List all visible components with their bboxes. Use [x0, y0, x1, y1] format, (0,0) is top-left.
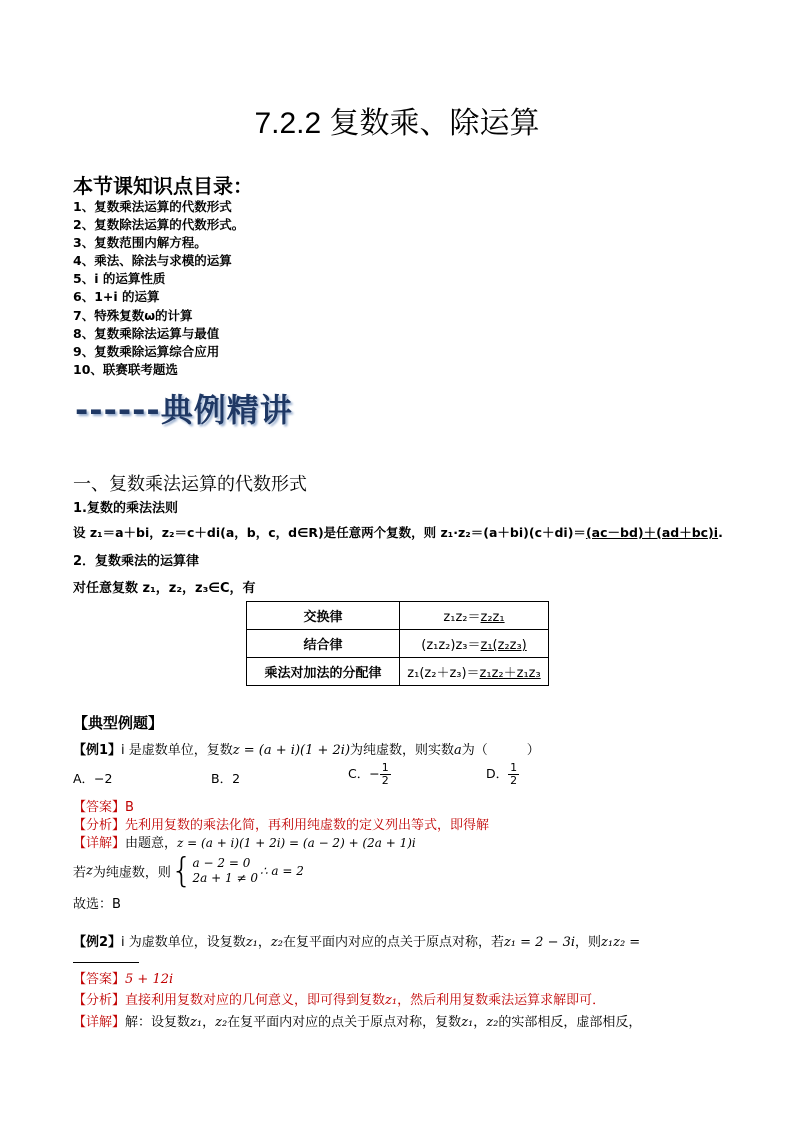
toc-heading: 本节课知识点目录： — [73, 174, 253, 198]
example1-option-a: A．−2 — [73, 771, 113, 786]
analysis-label: 【分析】 — [73, 993, 126, 1008]
answer-label: 【答案】 — [73, 800, 126, 815]
example1-choice: 故选：B — [73, 897, 121, 912]
section-banner: ------典例精讲 — [75, 391, 293, 429]
example1-option-c: C．− $\frac{1}{2}$ — [348, 761, 389, 787]
toc-item: 5、i 的运算性质 — [73, 271, 166, 287]
toc-item: 7、特殊复数ω的计算 — [73, 307, 193, 323]
toc-item: 2、复数除法运算的代数形式。 — [73, 217, 245, 233]
detail-label: 【详解】 — [73, 1015, 126, 1030]
example1-stem: 【例1】i 是虚数单位，复数z = (a + i)(1 + 2i)为纯虚数，则实数a为（ ） — [73, 743, 540, 758]
answer-blank[interactable] — [73, 948, 139, 967]
toc-list — [73, 198, 244, 379]
toc-item: 1、复数乘法运算的代数形式 — [73, 199, 232, 214]
answer-label: 【答案】 — [73, 972, 126, 987]
laws-intro: 对任意复数 z₁，z₂，z₃∈C，有 — [73, 581, 256, 596]
toc-item: 4、乘法、除法与求模的运算 — [73, 253, 232, 269]
example1-option-d: D． $\frac{1}{2}$ — [486, 761, 518, 787]
law-name: 乘法对加法的分配律 — [247, 658, 400, 686]
law-formula: (z₁z₂)z₃＝z₁(z₂z₃) — [400, 630, 549, 658]
example1-answer: 【答案】B — [73, 800, 134, 815]
table-row — [247, 658, 549, 686]
toc-item: 9、复数乘除运算综合应用 — [73, 343, 220, 359]
section-heading: 一、复数乘法运算的代数形式 — [73, 474, 307, 495]
toc-item: 6、1+i 的运算 — [73, 289, 160, 305]
example2-detail: 【详解】解：设复数z₁，z₂在复平面内对应的点关于原点对称，复数z₁，z₂的实部相反，虚部相反， — [73, 1015, 642, 1030]
detail-label: 【详解】 — [73, 836, 126, 851]
example1-option-b: B．2 — [211, 771, 241, 786]
table-row — [247, 630, 549, 658]
example2-label: 【例2】 — [73, 935, 122, 950]
example1-label: 【例1】 — [73, 743, 122, 758]
analysis-label: 【分析】 — [73, 818, 126, 833]
rule-result: (ac－bd)＋(ad＋bc)i — [585, 525, 719, 540]
law-formula: z₁z₂＝z₂z₁ — [400, 602, 549, 630]
example1-analysis: 【分析】先利用复数的乘法化简，再利用纯虚数的定义列出等式，即得解 — [73, 818, 490, 833]
example2-answer: 【答案】5 + 12i — [73, 972, 174, 987]
subheading-multiplication-rule: 1.复数的乘法法则 — [73, 501, 178, 516]
example2-analysis: 【分析】直接利用复数对应的几何意义，即可得到复数z₁，然后利用复数乘法运算求解即可． — [73, 993, 606, 1008]
toc-item: 3、复数范围内解方程。 — [73, 235, 207, 251]
toc-item: 8、复数乘除法运算与最值 — [73, 325, 220, 341]
toc-item: 10、联赛联考题选 — [73, 361, 178, 377]
law-formula: z₁(z₂＋z₃)＝z₁z₂＋z₁z₃ — [400, 658, 549, 686]
examples-heading: 【典型例题】 — [73, 714, 164, 732]
example1-detail: 【详解】由题意，z = (a + i)(1 + 2i) = (a − 2) + (2a + 1)i — [73, 836, 416, 851]
law-name: 结合律 — [247, 630, 400, 658]
example1-condition: 若z为纯虚数，则{ a − 2 = 0 2a + 1 ≠ 0 ∴ a = 2 — [73, 851, 304, 891]
subheading-laws: 2．复数乘法的运算律 — [73, 554, 200, 569]
example2-stem: 【例2】i 为虚数单位，设复数z₁，z₂在复平面内对应的点关于原点对称，若z₁ = 2 − 3i，则z₁z₂ = — [73, 935, 641, 950]
rule-period: . — [718, 525, 723, 540]
law-name: 交换律 — [247, 602, 400, 630]
brace-icon: { — [170, 851, 193, 891]
laws-table — [246, 601, 549, 686]
multiplication-rule — [73, 523, 723, 541]
rule-text: 设 z₁＝a＋bi，z₂＝c＋di(a，b，c，d∈R)是任意两个复数，则 z₁·z₂＝(a＋bi)(c＋di)＝ — [73, 525, 586, 540]
page-title: 7.2.2 复数乘、除运算 — [254, 107, 540, 140]
table-row — [247, 602, 549, 630]
